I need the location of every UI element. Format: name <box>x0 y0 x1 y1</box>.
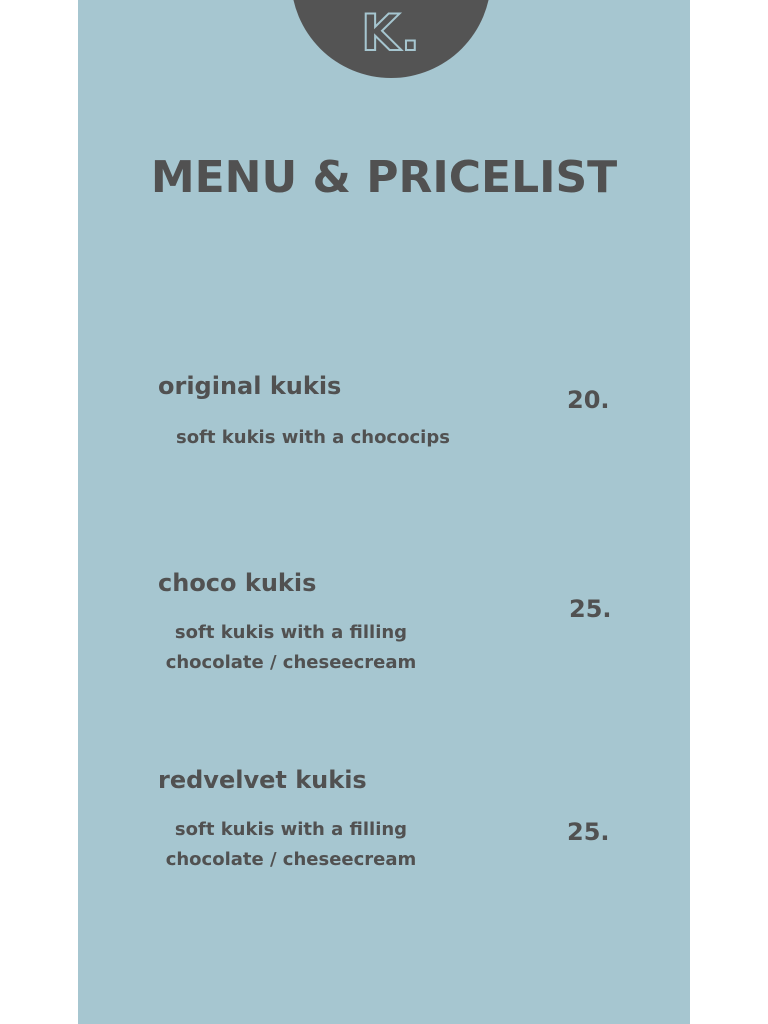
menu-item-price-original: 20. <box>567 386 610 414</box>
menu-item-price-choco: 25. <box>569 595 612 623</box>
menu-item-name-redvelvet: redvelvet kukis <box>158 766 367 794</box>
description-line: chocolate / cheseecream <box>165 652 417 673</box>
menu-item-description-original: soft kukis with a chococips <box>176 427 450 448</box>
page-title: MENU & PRICELIST <box>150 152 618 203</box>
menu-item-price-redvelvet: 25. <box>567 818 610 846</box>
menu-card <box>78 0 690 1024</box>
description-line: soft kukis with a filling <box>174 622 408 643</box>
menu-item-description-choco <box>156 618 426 678</box>
menu-item-description-redvelvet <box>156 815 426 875</box>
description-line: soft kukis with a filling <box>174 819 408 840</box>
menu-item-name-choco: choco kukis <box>158 569 317 597</box>
logo-circle <box>291 0 491 78</box>
description-line: chocolate / cheseecream <box>165 849 417 870</box>
menu-item-name-original: original kukis <box>158 372 342 400</box>
logo-letter: K. <box>361 4 421 62</box>
